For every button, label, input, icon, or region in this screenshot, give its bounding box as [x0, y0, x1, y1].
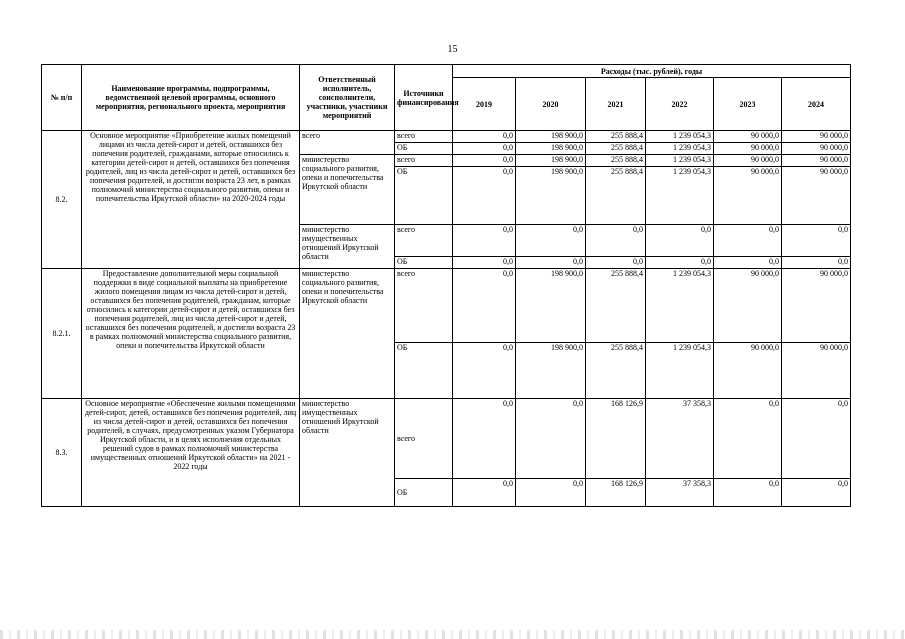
value-cell: 0,0 [453, 155, 516, 167]
value-cell: 37 358,3 [646, 399, 714, 479]
value-cell: 1 239 054,3 [646, 155, 714, 167]
value-cell: 90 000,0 [714, 131, 782, 143]
value-cell: 0,0 [516, 257, 586, 269]
value-cell: 0,0 [453, 257, 516, 269]
value-cell: 90 000,0 [714, 155, 782, 167]
value-cell: 1 239 054,3 [646, 143, 714, 155]
value-cell: 90 000,0 [782, 269, 851, 343]
value-cell: 0,0 [516, 225, 586, 257]
entry-responsible: министерство имущественных отношений Иркутской области [300, 225, 395, 269]
value-cell: 90 000,0 [782, 131, 851, 143]
entry-responsible: всего [300, 131, 395, 155]
value-cell: 0,0 [516, 479, 586, 507]
value-cell: 0,0 [782, 399, 851, 479]
header-year-2023: 2023 [714, 78, 782, 131]
value-cell: 255 888,4 [586, 269, 646, 343]
value-cell: 0,0 [714, 225, 782, 257]
header-num: № п/п [42, 65, 82, 131]
value-cell: 0,0 [453, 479, 516, 507]
value-cell: 0,0 [453, 399, 516, 479]
header-year-2024: 2024 [782, 78, 851, 131]
value-cell: 255 888,4 [586, 143, 646, 155]
funding-source: ОБ [395, 143, 453, 155]
entry-name: Основное мероприятие «Обеспечение жилыми помещениями детей-сирот, детей, оставшихся без попечения родителей, лиц из числа детей-сирот и детей, оставшихся без попечения родителей, в случаях, предусмотренных указом Губернатора Иркутской области, и в целях исполнения отдельных решений судов в рамках полномочий министерства имущественных отношений Иркутской области» на 2021 - 2022 годы [82, 399, 300, 507]
value-cell: 198 900,0 [516, 143, 586, 155]
value-cell: 0,0 [782, 479, 851, 507]
header-responsible: Ответственный исполнитель, соисполнители, участники, участники мероприятий [300, 65, 395, 131]
funding-source: всего [395, 131, 453, 143]
value-cell: 0,0 [453, 131, 516, 143]
value-cell: 90 000,0 [782, 155, 851, 167]
value-cell: 90 000,0 [714, 343, 782, 399]
scan-artifact-strip [0, 630, 905, 639]
header-year-2021: 2021 [586, 78, 646, 131]
header-year-2020: 2020 [516, 78, 586, 131]
value-cell: 90 000,0 [782, 343, 851, 399]
funding-source: ОБ [395, 343, 453, 399]
value-cell: 1 239 054,3 [646, 343, 714, 399]
table-row [42, 399, 851, 479]
value-cell: 90 000,0 [714, 143, 782, 155]
value-cell: 255 888,4 [586, 155, 646, 167]
entry-responsible: министерство социального развития, опеки и попечительства Иркутской области [300, 269, 395, 399]
header-year-2022: 2022 [646, 78, 714, 131]
funding-source: всего [395, 155, 453, 167]
value-cell: 198 900,0 [516, 269, 586, 343]
value-cell: 0,0 [646, 225, 714, 257]
value-cell: 0,0 [714, 257, 782, 269]
value-cell: 0,0 [516, 399, 586, 479]
value-cell: 1 239 054,3 [646, 131, 714, 143]
funding-source: ОБ [395, 257, 453, 269]
value-cell: 255 888,4 [586, 167, 646, 225]
funding-source: всего [395, 269, 453, 343]
entry-responsible: министерство имущественных отношений Иркутской области [300, 399, 395, 507]
value-cell: 90 000,0 [714, 167, 782, 225]
page-number: 15 [447, 44, 458, 55]
entry-responsible: министерство социального развития, опеки и попечительства Иркутской области [300, 155, 395, 225]
table-row [42, 131, 851, 143]
expenses-table [41, 64, 851, 507]
value-cell: 1 239 054,3 [646, 269, 714, 343]
value-cell: 198 900,0 [516, 343, 586, 399]
funding-source: ОБ [395, 167, 453, 225]
value-cell: 0,0 [453, 167, 516, 225]
value-cell: 37 358,3 [646, 479, 714, 507]
entry-num: 8.3. [42, 399, 82, 507]
funding-source: ОБ [395, 479, 453, 507]
value-cell: 0,0 [714, 399, 782, 479]
value-cell: 0,0 [782, 225, 851, 257]
value-cell: 0,0 [453, 143, 516, 155]
funding-source: всего [395, 225, 453, 257]
value-cell: 0,0 [453, 225, 516, 257]
value-cell: 90 000,0 [782, 143, 851, 155]
entry-num: 8.2. [42, 131, 82, 269]
entry-name: Основное мероприятие «Приобретение жилых помещений лицами из числа детей-сирот и детей, оставшихся без попечения родителей, гражданами, которые относились к категории детей-сирот и детей, оставшихся без попечения родителей, лиц из числа детей-сирот и детей, оставшихся без попечения родителей, и достигли возраста 23 лет, в рамках полномочий министерства социального развития, опеки и попечительства Иркутской области» на 2020-2024 годы [82, 131, 300, 269]
funding-source: всего [395, 399, 453, 479]
value-cell: 0,0 [453, 269, 516, 343]
value-cell: 0,0 [586, 257, 646, 269]
value-cell: 255 888,4 [586, 343, 646, 399]
value-cell: 168 126,9 [586, 399, 646, 479]
value-cell: 1 239 054,3 [646, 167, 714, 225]
value-cell: 0,0 [646, 257, 714, 269]
header-year-2019: 2019 [453, 78, 516, 131]
entry-num: 8.2.1. [42, 269, 82, 399]
value-cell: 0,0 [714, 479, 782, 507]
value-cell: 198 900,0 [516, 167, 586, 225]
value-cell: 0,0 [586, 225, 646, 257]
value-cell: 198 900,0 [516, 155, 586, 167]
value-cell: 0,0 [453, 343, 516, 399]
value-cell: 0,0 [782, 257, 851, 269]
header-name: Наименование программы, подпрограммы, ведомственной целевой программы, основного мероприятия, регионального проекта, мероприятия [82, 65, 300, 131]
value-cell: 255 888,4 [586, 131, 646, 143]
header-expenses: Расходы (тыс. рублей), годы [453, 65, 851, 78]
table-row [42, 269, 851, 343]
header-source: Источники финансирования [395, 65, 453, 131]
value-cell: 168 126,9 [586, 479, 646, 507]
value-cell: 90 000,0 [714, 269, 782, 343]
value-cell: 90 000,0 [782, 167, 851, 225]
entry-name: Предоставление дополнительной меры социальной поддержки в виде социальной выплаты на приобретение жилого помещения лицам из числа детей-сирот и детей, оставшихся без попечения родителей, гражданам, которые относились к категории детей-сирот и детей, оставшихся без попечения родителей, лиц из числа детей-сирот и детей, оставшихся без попечения родителей, и достигли возраста 23 в рамках полномочий министерства социального развития, опеки и попечительства Иркутской области [82, 269, 300, 399]
value-cell: 198 900,0 [516, 131, 586, 143]
